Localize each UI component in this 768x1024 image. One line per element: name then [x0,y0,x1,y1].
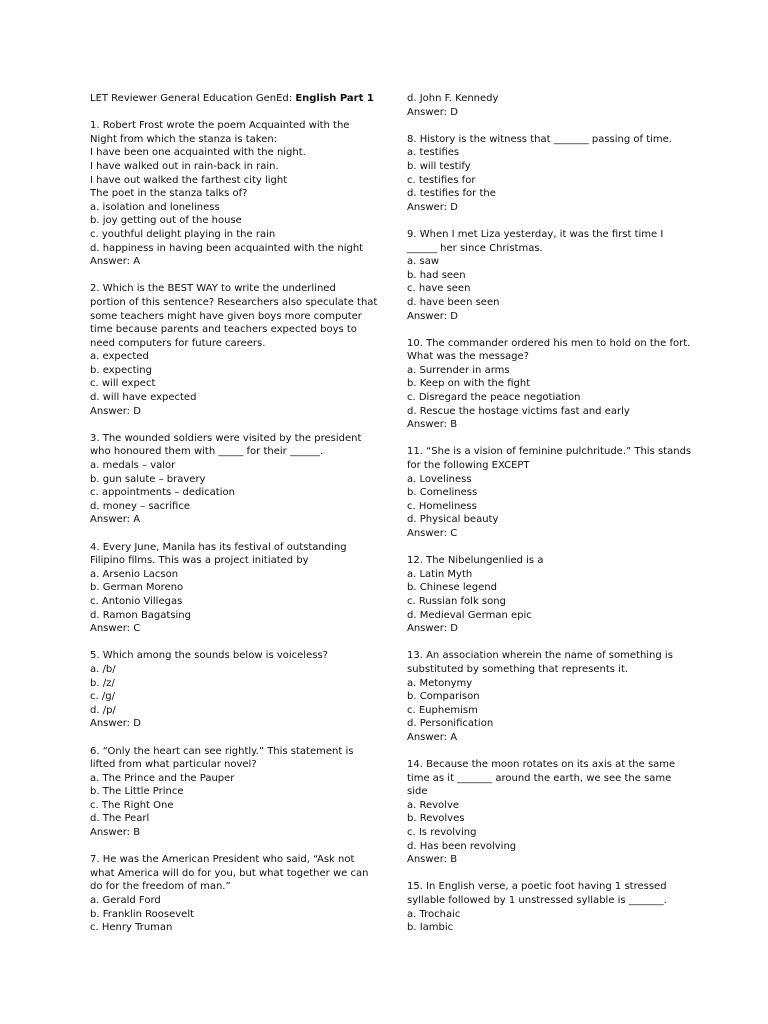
question-line: some teachers might have given boys more computer [90,310,362,322]
spacer [90,106,382,120]
question-line: What was the message? [407,351,529,363]
question-line: 6. “Only the heart can see rightly.” This statement is [90,745,354,757]
question-line: substituted by something that represents it. [407,663,629,675]
question-line: b. will testify [407,160,471,172]
spacer [407,745,682,759]
question-block [90,119,382,269]
question-line: 14. Because the moon rotates on its axis at the same [407,759,676,771]
question-line: b. Iambic [407,922,454,934]
question-line: b. The Little Prince [90,786,184,798]
question-line: a. Metonymy [407,677,473,689]
spacer [90,636,382,650]
question-line: b. joy getting out of the house [90,215,242,227]
question-line: a. The Prince and the Pauper [90,772,235,784]
document-title-prefix: LET Reviewer General Education GenEd: [90,93,296,104]
question-line: 7. He was the American President who said, “Ask not [90,854,355,866]
question-block [407,649,682,744]
question-line: a. expected [90,351,149,363]
question-block [407,445,692,540]
question-line: d. Ramon Bagatsing [90,609,191,621]
spacer [90,527,382,541]
right-question-list [407,92,692,935]
answer-line: Answer: D [90,405,141,417]
answer-line: Answer: B [90,827,141,839]
question-line: a. medals – valor [90,460,176,472]
question-block [90,541,382,636]
question-line: c. will expect [90,378,156,390]
question-block [90,649,382,731]
answer-line: Answer: D [407,310,458,322]
spacer [90,418,382,432]
question-line: 15. In English verse, a poetic foot having 1 stressed [407,881,667,893]
question-line: Night from which the stanza is taken: [90,133,278,145]
question-line: b. /z/ [90,677,115,689]
question-line: The poet in the stanza talks of? [90,188,248,200]
question-line: b. Comeliness [407,487,478,499]
document-title [90,92,382,106]
question-line: a. Revolve [407,799,460,811]
question-line: b. Franklin Roosevelt [90,908,195,920]
question-line: 13. An association wherein the name of something is [407,650,673,662]
question-block [407,133,682,215]
question-line: b. Comparison [407,691,480,703]
spacer [407,432,682,446]
question-line: a. Surrender in arms [407,364,510,376]
question-line: d. Medieval German epic [407,609,532,621]
answer-line: Answer: D [407,623,458,635]
spacer [407,214,682,228]
question-line: d. Physical beauty [407,514,499,526]
answer-line: Answer: D [407,201,458,213]
question-line: 12. The Nibelungenlied is a [407,555,544,567]
question-line: c. appointments – dedication [90,487,235,499]
question-block [90,745,382,840]
question-line: a. Gerald Ford [90,895,161,907]
question-block [90,282,382,418]
question-line: need computers for future careers. [90,337,266,349]
answer-line: Answer: D [407,106,458,118]
left-column [90,92,382,935]
question-line: b. expecting [90,364,152,376]
question-line: I have been one acquainted with the night. [90,147,306,159]
question-line: syllable followed by 1 unstressed syllable is _______. [407,895,667,907]
spacer [407,867,682,881]
answer-line: Answer: A [90,514,141,526]
question-line: d. money – sacrifice [90,500,191,512]
answer-line: Answer: B [407,419,458,431]
question-line: a. Trochaic [407,908,461,920]
question-block [90,432,382,527]
question-line: c. /g/ [90,691,115,703]
spacer [90,731,382,745]
question-line: c. Disregard the peace negotiation [407,392,581,404]
spacer [407,323,682,337]
question-line: 1. Robert Frost wrote the poem Acquainted with the [90,120,350,132]
question-line: c. Russian folk song [407,595,506,607]
question-line: b. Chinese legend [407,582,497,594]
question-line: side [407,786,428,798]
question-line: Filipino films. This was a project initiated by [90,555,309,567]
answer-line: Answer: D [90,718,141,730]
question-line: a. testifies [407,147,460,159]
answer-line: Answer: A [90,256,141,268]
spacer [407,541,682,555]
question-block [407,337,691,432]
question-line: c. Is revolving [407,827,477,839]
question-line: who honoured them with _____ for their ______. [90,446,324,458]
question-line: d. Personification [407,718,494,730]
question-line: lifted from what particular novel? [90,759,257,771]
question-line: a. Arsenio Lacson [90,568,179,580]
answer-line: Answer: A [407,731,458,743]
question-line: 9. When I met Liza yesterday, it was the first time I [407,228,664,240]
question-line: 11. “She is a vision of feminine pulchritude.” This stands [407,446,692,458]
question-line: what America will do for you, but what together we can [90,867,369,879]
question-line: d. have been seen [407,296,500,308]
question-line: d. Has been revolving [407,840,517,852]
question-line: c. youthful delight playing in the rain [90,228,276,240]
question-line: a. Loveliness [407,473,472,485]
question-line: d. The Pearl [90,813,150,825]
question-line: a. /b/ [90,663,116,675]
question-line: d. John F. Kennedy [407,93,499,104]
question-line: a. Latin Myth [407,568,473,580]
question-line: b. Revolves [407,813,465,825]
right-column [407,92,692,935]
question-line: 3. The wounded soldiers were visited by the president [90,432,362,444]
question-block [407,554,682,636]
question-line: c. have seen [407,283,471,295]
question-line: b. German Moreno [90,582,184,594]
question-line: a. isolation and loneliness [90,201,220,213]
spacer [407,119,682,133]
question-line: I have walked out in rain-back in rain. [90,160,279,172]
question-line: do for the freedom of man.” [90,881,231,893]
question-line: c. The Right One [90,799,174,811]
spacer [90,269,382,283]
question-block [407,92,682,119]
question-line: d. will have expected [90,392,197,404]
question-line: portion of this sentence? Researchers also speculate that [90,296,378,308]
question-line: a. saw [407,256,440,268]
question-line: 8. History is the witness that _______ passing of time. [407,133,672,145]
question-line: ______ her since Christmas. [407,242,543,254]
question-line: b. Keep on with the fight [407,378,531,390]
spacer [407,636,682,650]
question-line: c. testifies for [407,174,476,186]
question-line: 2. Which is the BEST WAY to write the underlined [90,283,336,295]
question-line: d. testifies for the [407,188,496,200]
question-line: c. Homeliness [407,500,477,512]
answer-line: Answer: C [407,528,458,539]
question-line: 10. The commander ordered his men to hold on the fort. [407,337,691,349]
question-line: time because parents and teachers expected boys to [90,324,357,336]
question-line: b. gun salute – bravery [90,473,206,485]
document-title-bold: English Part 1 [295,93,374,104]
question-line: d. /p/ [90,704,116,716]
question-line: c. Antonio Villegas [90,595,183,607]
question-block [407,228,682,323]
question-block [90,853,382,935]
spacer [90,840,382,854]
question-line: I have out walked the farthest city light [90,174,288,186]
question-line: time as it _______ around the earth, we see the same [407,772,672,784]
question-line: b. had seen [407,269,466,281]
question-line: c. Henry Truman [90,922,173,934]
answer-line: Answer: C [90,623,141,635]
left-question-list [90,119,382,935]
question-block [407,758,682,867]
question-line: c. Euphemism [407,704,478,716]
answer-line: Answer: B [407,854,458,866]
question-line: for the following EXCEPT [407,460,530,472]
question-block [407,880,682,934]
question-line: 5. Which among the sounds below is voiceless? [90,650,328,662]
question-line: d. happiness in having been acquainted with the night [90,242,364,254]
question-line: 4. Every June, Manila has its festival of outstanding [90,541,347,553]
question-line: d. Rescue the hostage victims fast and early [407,405,630,417]
